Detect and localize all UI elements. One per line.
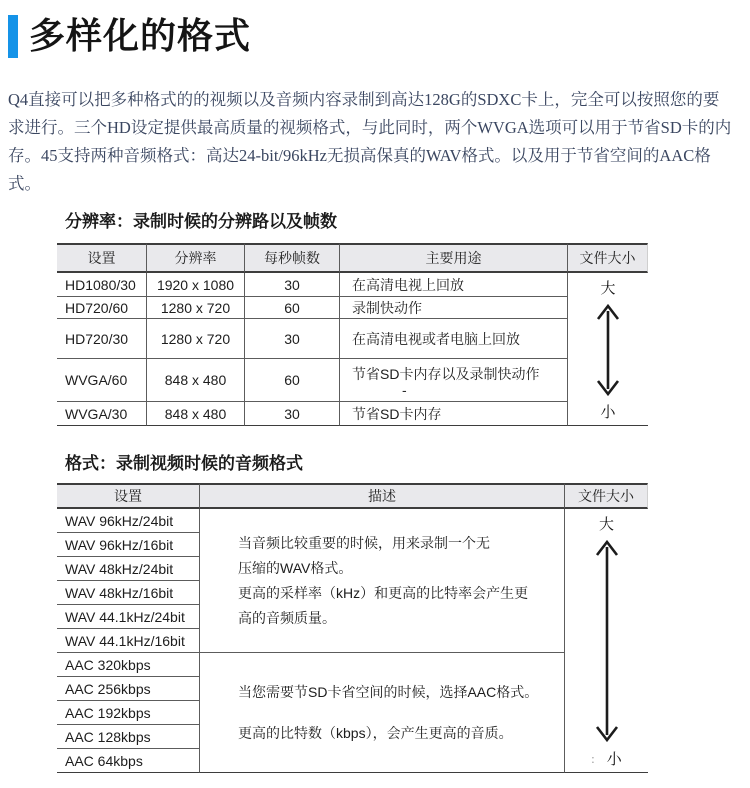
table-cell-fps: 60	[245, 297, 340, 319]
file-size-small-label: 小	[600, 405, 616, 421]
intro-paragraph	[8, 86, 744, 198]
table-cell-fps: 60	[245, 359, 340, 402]
description-line: 更高的比特数（kbps），会产生更高的音质。	[238, 724, 513, 741]
table-cell-setting: WAV 96kHz/16bit	[57, 533, 200, 557]
table-cell-setting: HD1080/30	[57, 273, 147, 297]
column-header-file-size: 文件大小	[565, 483, 648, 509]
double-arrow-icon	[592, 539, 622, 743]
intro-line: 式。	[8, 174, 41, 193]
accent-bar	[8, 15, 18, 58]
description-line: 当音频比较重要的时候，用来录制一个无	[238, 534, 490, 551]
column-header-setting: 设置	[57, 483, 200, 509]
table-cell-setting: WAV 48kHz/16bit	[57, 581, 200, 605]
aac-description-cell	[200, 653, 565, 773]
column-header-description: 描述	[200, 483, 565, 509]
table-cell-setting: WAV 48kHz/24bit	[57, 557, 200, 581]
file-size-indicator	[568, 273, 648, 426]
table-cell-setting: AAC 64kbps	[57, 749, 200, 773]
table-cell-usage: 在高清电视或者电脑上回放	[340, 319, 568, 359]
double-arrow-icon	[593, 303, 623, 397]
table-cell-usage: 录制快动作	[340, 297, 568, 319]
table-cell-fps: 30	[245, 319, 340, 359]
resolution-table	[57, 243, 648, 426]
page-header	[8, 13, 251, 59]
table-cell-setting: HD720/30	[57, 319, 147, 359]
section-heading-resolution: 分辨率：录制时候的分辨路以及帧数	[65, 212, 337, 231]
table-cell-setting: AAC 320kbps	[57, 653, 200, 677]
table-cell-setting: AAC 192kbps	[57, 701, 200, 725]
intro-line: Q4直接可以把多种格式的的视频以及音频内容录制到高达128G的SDXC卡上，完全可以按照您的要	[8, 90, 720, 109]
description-line: 高的音频质量。	[238, 609, 336, 626]
table-cell-setting: WAV 44.1kHz/16bit	[57, 629, 200, 653]
usage-note: -	[402, 382, 407, 398]
intro-line: 存。45支持两种音频格式：高达24-bit/96kHz无损高保真的WAV格式。以及用于节省空间的AAC格	[8, 146, 711, 165]
table-cell-resolution: 848 x 480	[147, 359, 245, 402]
table-cell-usage: 节省SD卡内存	[340, 402, 568, 426]
file-size-indicator	[565, 509, 648, 773]
table-cell-resolution: 1920 x 1080	[147, 273, 245, 297]
table-cell-setting: HD720/60	[57, 297, 147, 319]
table-cell-setting: WAV 96kHz/24bit	[57, 509, 200, 533]
file-size-small-row	[591, 748, 622, 769]
column-header-fps: 每秒帧数	[245, 243, 340, 273]
file-size-small-label: 小	[606, 752, 622, 768]
table-cell-resolution: 1280 x 720	[147, 297, 245, 319]
table-cell-fps: 30	[245, 273, 340, 297]
table-cell-setting: WAV 44.1kHz/24bit	[57, 605, 200, 629]
table-cell-resolution: 848 x 480	[147, 402, 245, 426]
description-line: 更高的采样率（kHz）和更高的比特率会产生更	[238, 584, 529, 601]
table-cell-setting: WVGA/60	[57, 359, 147, 402]
table-cell-usage: 在高清电视上回放	[340, 273, 568, 297]
file-size-large-label: 大	[598, 517, 614, 533]
table-cell-setting: WVGA/30	[57, 402, 147, 426]
table-cell-fps: 30	[245, 402, 340, 426]
description-line: 压缩的WAV格式。	[238, 559, 353, 576]
page-title: 多样化的格式	[29, 16, 252, 56]
usage-text: 节省SD卡内存以及录制快动作	[352, 366, 540, 382]
column-header-resolution: 分辨率	[147, 243, 245, 273]
table-cell-setting: AAC 256kbps	[57, 677, 200, 701]
description-line: 当您需要节SD卡省空间的时候，选择AAC格式。	[238, 683, 539, 700]
column-header-setting: 设置	[57, 243, 147, 273]
audio-format-table	[57, 483, 648, 773]
section-heading-format: 格式：录制视频时候的音频格式	[65, 454, 303, 473]
wav-description-cell	[200, 509, 565, 653]
file-size-large-label: 大	[600, 281, 616, 297]
intro-line: 求进行。三个HD设定提供最高质量的视频格式，与此同时，两个WVGA选项可以用于节省SD卡的内	[8, 118, 732, 137]
table-cell-setting: AAC 128kbps	[57, 725, 200, 749]
table-cell-usage	[340, 359, 568, 402]
column-header-file-size: 文件大小	[568, 243, 648, 273]
table-cell-resolution: 1280 x 720	[147, 319, 245, 359]
colon-artifact: :	[591, 750, 595, 766]
column-header-usage: 主要用途	[340, 243, 568, 273]
